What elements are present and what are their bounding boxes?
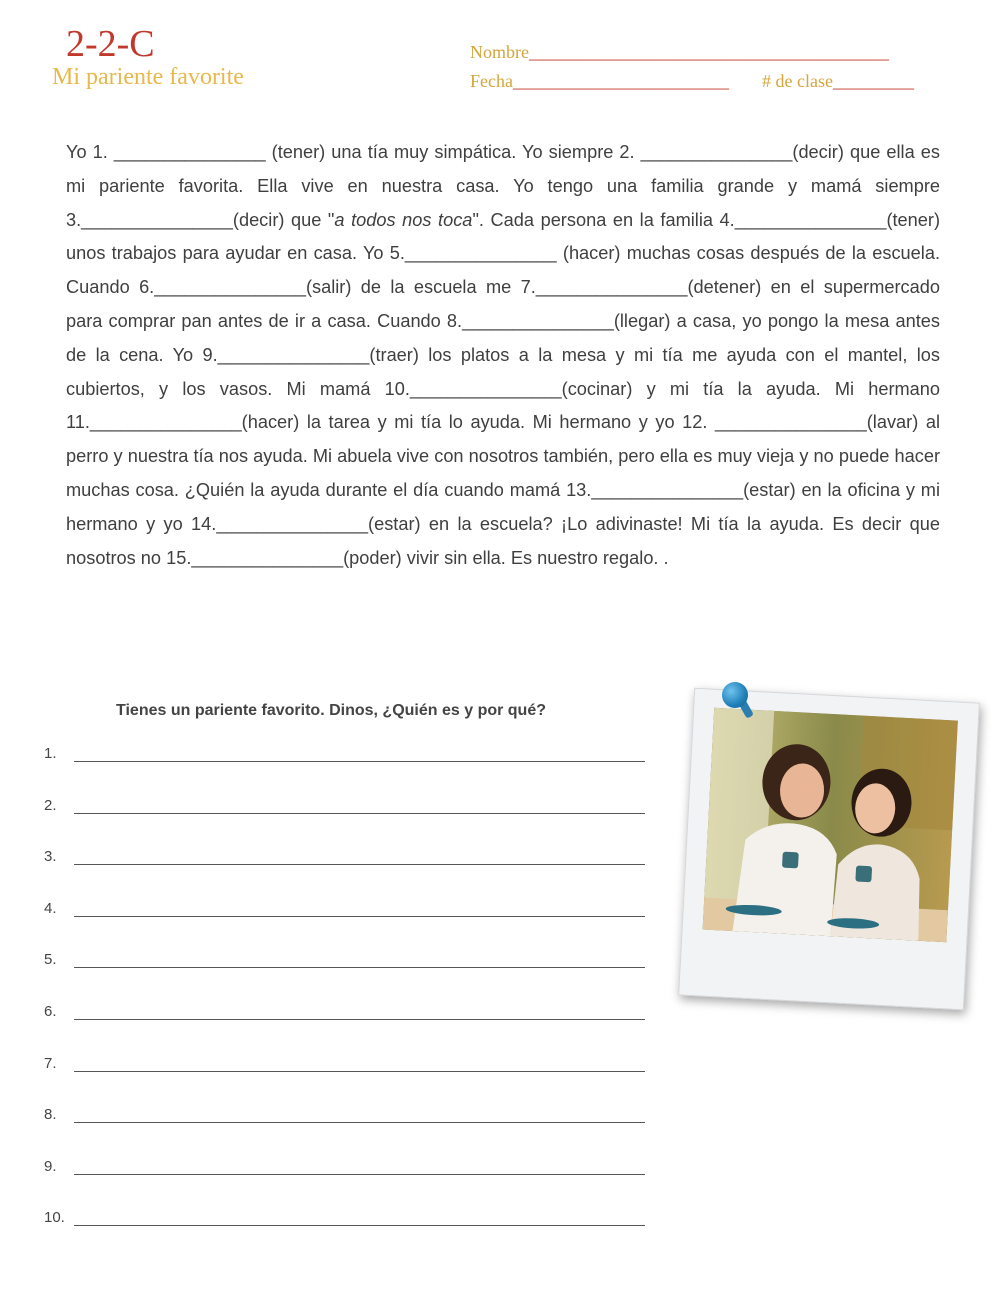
answer-line[interactable] (74, 967, 645, 968)
class-label: # de clase (762, 71, 833, 91)
date-field[interactable] (470, 71, 729, 92)
answer-line[interactable] (74, 864, 645, 865)
answer-line[interactable] (74, 1019, 645, 1020)
fill-in-passage (66, 136, 940, 575)
class-blank[interactable]: _________ (832, 71, 914, 91)
answer-line-number: 10. (44, 1209, 65, 1227)
answer-line[interactable] (74, 916, 645, 917)
class-field[interactable] (762, 71, 914, 92)
passage-text-1: Yo 1. _______________ (tener) una tía muy simpática. Yo siempre 2. _______________(decir) que ella es mi pariente favorita. Ella vive en nuestra casa. Yo tengo una familia grande y mamá siempre 3._______________(decir) que " (66, 142, 940, 230)
name-label: Nombre (470, 42, 529, 62)
name-blank[interactable]: ________________________________________ (528, 42, 889, 62)
answer-line-number: 1. (44, 745, 57, 762)
passage-text-2: ". Cada persona en la familia 4._______________(tener) unos trabajos para ayudar en casa. Yo 5._______________ (hacer) muchas cosas después de la escuela. Cuando 6._______________(salir) de la escuela me 7._______________(detener) en el supermercado para comprar pan antes de ir a casa. Cuando 8._______________(llegar) a casa, yo pongo la mesa antes de la cena. Yo 9._______________(traer) los platos a la mesa y mi tía me ayuda con el mantel, los cubiertos, y los vasos. Mi mamá 10._______________(cocinar) y mi tía la ayuda. Mi hermano 11._______________(hacer) la tarea y mi tía lo ayuda. Mi hermano y yo 12. _______________(lavar) al perro y nuestra tía nos ayuda. Mi abuela vive con nosotros también, pero ella es muy vieja y no puede hacer muchas cosa. ¿Quién la ayuda durante el día cuando mamá 13._______________(estar) en la oficina y mi hermano y yo 14._______________(estar) en la escuela? ¡Lo adivinaste! Mi tía la ayuda. Es decir que nosotros no 15._______________(poder) vivir sin ella. Es nuestro regalo. . (66, 209, 941, 568)
passage-italic-phrase: a todos nos toca (334, 209, 473, 230)
answer-line-number: 8. (44, 1106, 57, 1124)
answer-line-number: 5. (44, 951, 57, 969)
answer-line-number: 9. (44, 1157, 57, 1175)
photo-illustration (703, 708, 958, 942)
answer-line-number: 3. (44, 848, 57, 866)
question-prompt: Tienes un pariente favorito. Dinos, ¿Quién es y por qué? (116, 702, 546, 719)
answer-line-number: 7. (44, 1054, 57, 1072)
answer-line[interactable] (74, 1225, 645, 1226)
answer-line[interactable] (74, 761, 645, 762)
polaroid-photo-frame (678, 688, 980, 1011)
name-field[interactable] (470, 42, 889, 63)
answer-line[interactable] (74, 1071, 645, 1072)
answer-line-number: 6. (44, 1003, 57, 1020)
answer-line-number: 2. (44, 796, 57, 814)
push-pin-icon (722, 682, 748, 708)
date-blank[interactable]: ________________________ (512, 71, 729, 91)
date-label: Fecha (470, 71, 513, 91)
worksheet-code: 2-2-C (66, 23, 155, 65)
worksheet-title: Mi pariente favorite (52, 64, 244, 90)
answer-line[interactable] (74, 1174, 645, 1175)
answer-line-number: 4. (44, 899, 57, 917)
answer-line[interactable] (74, 813, 645, 814)
photo-mother-daughter (703, 708, 958, 942)
answer-line[interactable] (74, 1122, 645, 1123)
